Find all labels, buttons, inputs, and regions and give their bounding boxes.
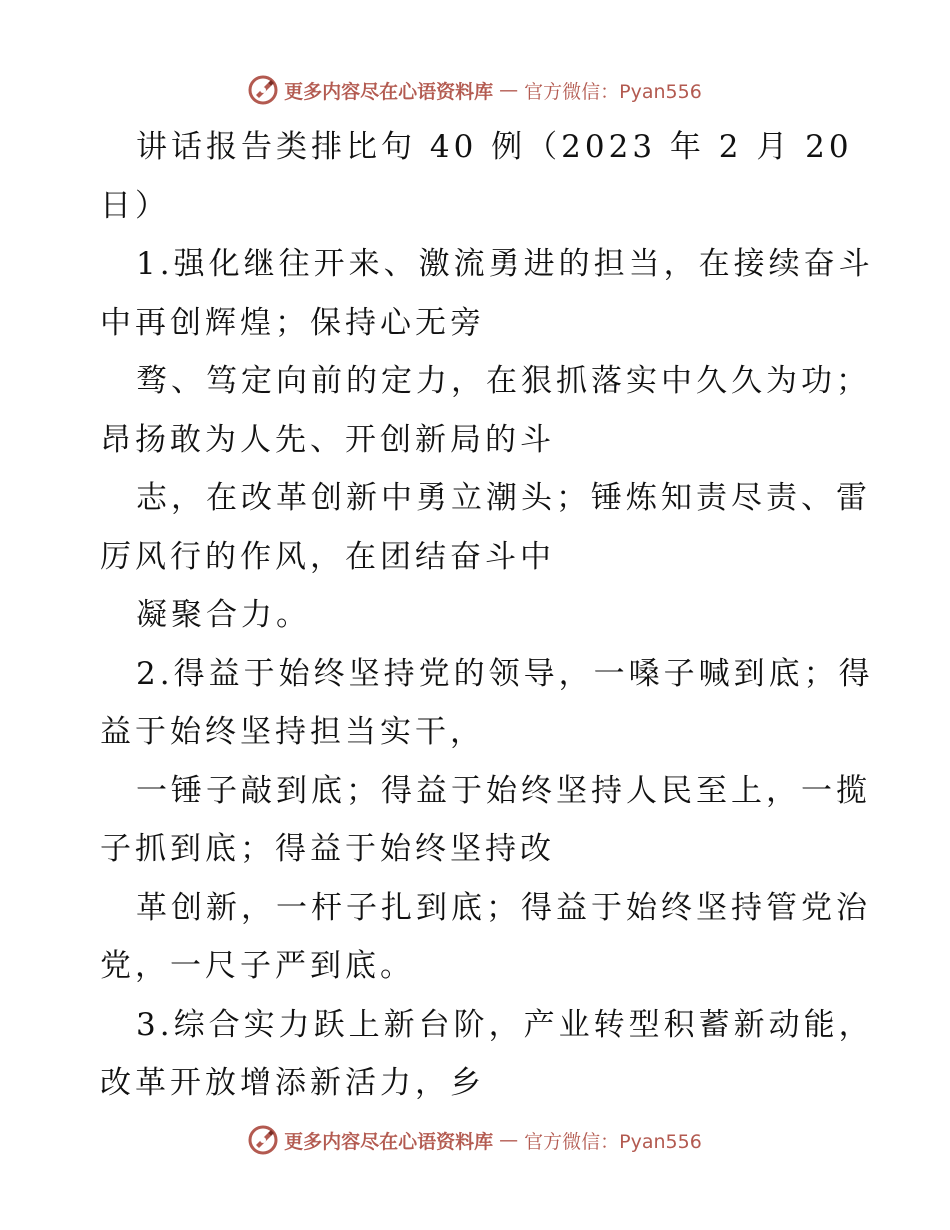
text-line: 中再创辉煌；保持心无旁 (100, 304, 485, 341)
watermark-slogan: 更多内容尽在心语资料库 (284, 1130, 494, 1153)
text-line: 讲话报告类排比句 40 例（2023 年 2 月 20 (136, 129, 853, 165)
text-line: 昂扬敢为人先、开创新局的斗 (100, 421, 555, 458)
text-line: 子抓到底；得益于始终坚持改 (100, 831, 555, 867)
text-line: 一锤子敲到底；得益于始终坚持人民至上，一揽 (136, 772, 871, 809)
text-line: 改革开放增添新活力，乡 (100, 1065, 485, 1101)
text-line: 1.强化继往开来、激流勇进的担当，在接续奋斗 (136, 246, 874, 282)
watermark-account: 官方微信：Pyan556 (524, 1130, 702, 1153)
watermark-dash: — (499, 1129, 519, 1151)
text-line: 骛、笃定向前的定力，在狠抓落实中久久为功； (136, 363, 871, 399)
footer-watermark (0, 1120, 950, 1160)
text-line: 3.综合实力跃上新台阶，产业转型积蓄新动能， (136, 1006, 874, 1043)
logo-icon (248, 1125, 278, 1155)
logo-icon (248, 75, 278, 105)
text-line: 2.得益于始终坚持党的领导，一嗓子喊到底；得 (136, 655, 874, 692)
text-line: 党，一尺子严到底。 (100, 948, 415, 984)
header-watermark (0, 70, 950, 110)
watermark-account: 官方微信：Pyan556 (524, 80, 702, 103)
text-line: 厉风行的作风，在团结奋斗中 (100, 538, 555, 575)
text-line: 凝聚合力。 (136, 597, 311, 633)
text-line: 日） (100, 187, 170, 224)
text-line: 志，在改革创新中勇立潮头；锤炼知责尽责、雷 (136, 480, 871, 516)
text-line: 革创新，一杆子扎到底；得益于始终坚持管党治 (136, 889, 871, 926)
watermark-dash: — (499, 79, 519, 101)
document-body (100, 118, 874, 1113)
text-line: 益于始终坚持担当实干， (100, 714, 485, 750)
watermark-slogan: 更多内容尽在心语资料库 (284, 80, 494, 103)
